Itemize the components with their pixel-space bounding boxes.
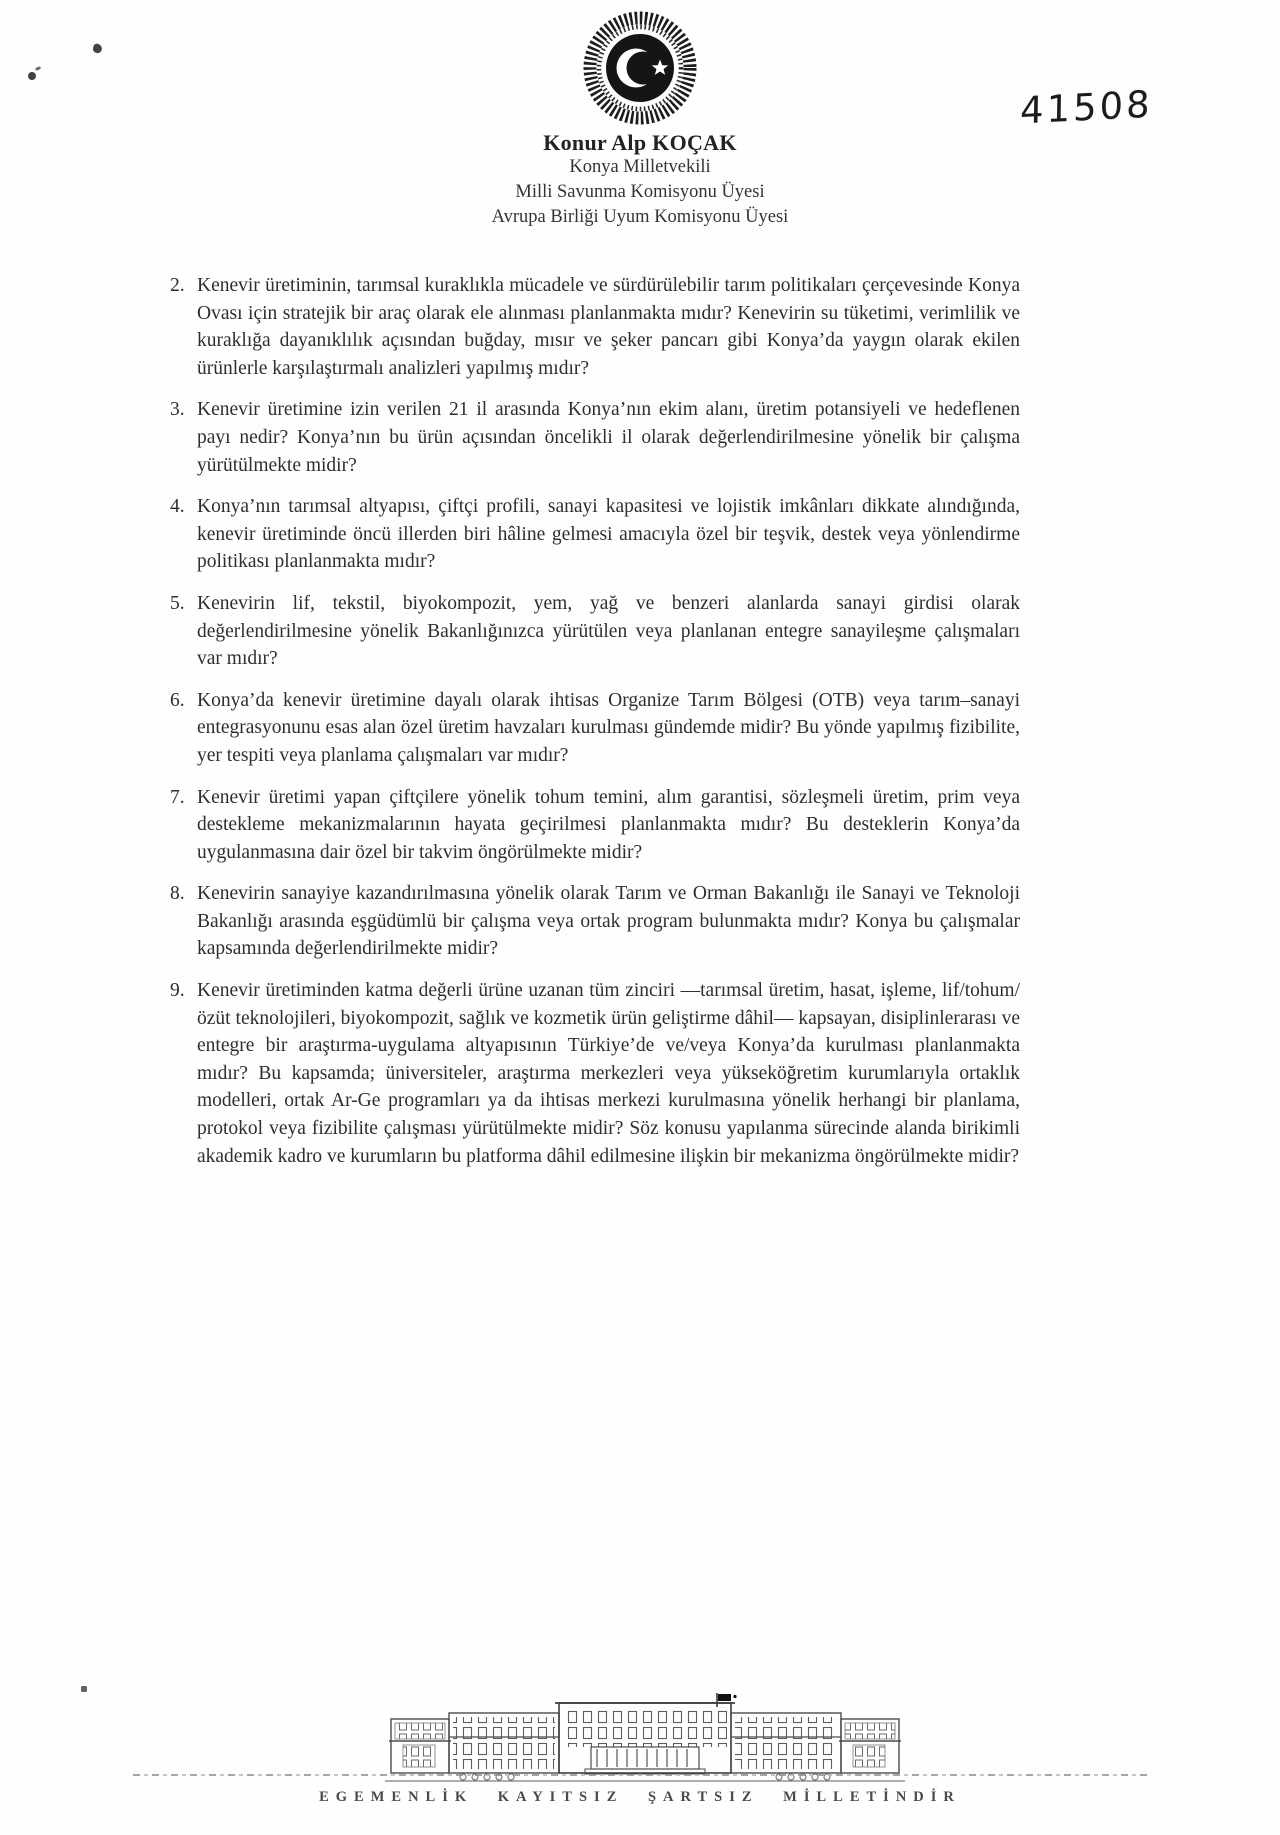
mp-title-commission-1: Milli Savunma Komisyonu Üyesi: [515, 182, 765, 202]
ink-speck: [92, 43, 104, 55]
question-number: 2.: [170, 275, 185, 296]
footer-divider: [133, 1774, 1147, 1776]
mp-title-commission-2: Avrupa Birliği Uyum Komisyonu Üyesi: [491, 207, 789, 227]
question-item: [170, 784, 1020, 867]
question-number: 9.: [170, 980, 185, 1002]
question-text: Kenevir üretimi yapan çiftçilere yönelik tohum temini, alım garantisi, sözleşmeli üretim, prim veya destekleme mekanizmalarının hayata geçirilmesi planlanmakta mıdır? Bu desteklerin Konya’da uygulanmasına dair özel bir takvim öngörülmekte midir?: [197, 786, 1020, 863]
question-text: Kenevirin sanayiye kazandırılmasına yönelik olarak Tarım ve Orman Bakanlığı ile Sanayi ve Teknoloji Bakanlığı arasında eşgüdümlü bir çalışma veya ortak program bulunmakta mıdır? Konya bu çalışmalar kapsamında değerlendirilmekte midir?: [197, 883, 1020, 960]
question-text: Kenevir üretiminin, tarımsal kuraklıkla mücadele ve sürdürülebilir tarım politikaları çerçevesinde Konya Ovası için stratejik bir araç olarak ele alınması planlanmakta mıdır? Kenevirin su tüketimi, verimlilik ve kuraklığa dayanıklılık açısından buğday, mısır ve şeker pancarı gibi Konya’da yaygın olarak ekilen ürünlerle karşılaştırmalı analizleri yapılmış mıdır?: [197, 275, 1020, 379]
question-number: 5.: [170, 592, 185, 614]
footer-motto: EGEMENLİK KAYITSIZ ŞARTSIZ MİLLETİNDİR: [319, 1789, 961, 1805]
question-item: [170, 687, 1020, 770]
handwritten-number: 41508: [1019, 82, 1153, 133]
question-text: Kenevirin lif, tekstil, biyokompozit, yem, yağ ve benzeri alanlarda sanayi girdisi olarak değerlendirilmesine yönelik Bakanlığınızca yürütülen veya planlanan entegre sanayileşme çalışmaları var mıdır?: [197, 592, 1020, 670]
letterhead: [0, 130, 1280, 230]
ink-speck: [28, 72, 36, 80]
question-item: [170, 977, 1020, 1170]
question-number: 8.: [170, 883, 185, 905]
question-item: [170, 880, 1020, 963]
question-text: Kenevir üretimine izin verilen 21 il arasında Konya’nın ekim alanı, üretim potansiyeli ve hedeflenen payı nedir? Konya’nın bu ürün açısından öncelikli il olarak değerlendirilmesine yönelik bir çalışma yürütülmekte midir?: [197, 399, 1020, 476]
question-item: [170, 396, 1020, 479]
mp-title-constituency: Konya Milletvekili: [569, 157, 711, 177]
question-item: [170, 493, 1020, 576]
question-number: 6.: [170, 689, 185, 711]
question-text: Konya’nın tarımsal altyapısı, çiftçi profili, sanayi kapasitesi ve lojistik imkânları dikkate alındığında, kenevir üretiminde öncü illerden biri hâline gelmesi amacıyla özel bir teşvik, destek veya yönlendirme politikası planlanmakta mıdır?: [197, 496, 1020, 573]
question-text: Konya’da kenevir üretimine dayalı olarak ihtisas Organize Tarım Bölgesi (OTB) veya tarım–sanayi entegrasyonunu esas alan özel üretim havzaları kurulması gündemde midir? Bu yönde yapılmış fizibilite, yer tespiti veya planlama çalışmaları var mıdır?: [197, 689, 1020, 766]
parliament-seal-icon: [580, 8, 700, 133]
question-number: 3.: [170, 399, 185, 421]
question-text: Kenevir üretiminden katma değerli ürüne uzanan tüm zinciri —tarımsal üretim, hasat, işleme, lif/tohum/özüt teknolojileri, biyokompozit, sağlık ve kozmetik ürün geliştirme dâhil— kapsayan, disiplinlerarası ve entegre bir araştırma-uygulama altyapısının Türkiye’de ve/veya Konya’da kurulması planlanmakta mıdır? Bu kapsamda; üniversiteler, araştırma merkezleri veya yükseköğretim kurumlarıyla ortaklık modelleri, ortak Ar-Ge programları ya da ihtisas merkezi kurulmasına yönelik herhangi bir planlama, protokol veya fizibilite çalışması yürütülmekte midir? Söz konusu yapılanma sürecinde alanda birikimli akademik kadro ve kurumların bu platforma dâhil edilmesine ilişkin bir mekanizma öngörülmekte midir?: [197, 980, 1020, 1167]
question-number: 7.: [170, 786, 185, 808]
question-item: [170, 590, 1020, 673]
mp-name: Konur Alp KOÇAK: [543, 130, 737, 155]
question-number: 4.: [170, 496, 185, 518]
ink-speck: [81, 1686, 87, 1692]
question-item: [170, 272, 1020, 382]
question-list: [170, 272, 1020, 1184]
